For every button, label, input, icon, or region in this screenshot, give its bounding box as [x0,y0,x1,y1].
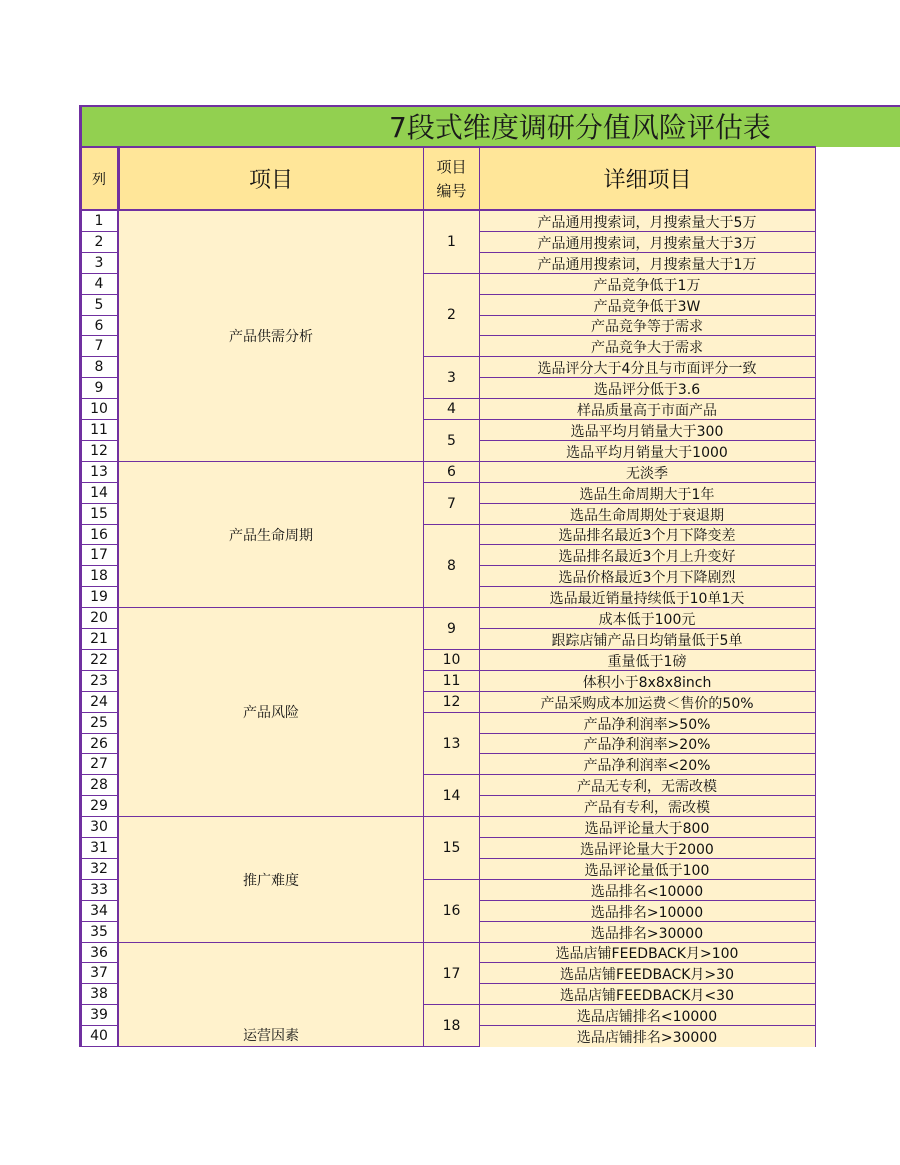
row-number: 36 [80,942,118,963]
row-number: 22 [80,649,118,671]
row-number: 17 [80,544,118,566]
detail-item: 产品通用搜索词，月搜索量大于1万 [479,252,816,274]
row-number: 23 [80,670,118,692]
row-number: 32 [80,858,118,880]
header-row-number: 列 [80,147,118,210]
left-border [79,105,82,1047]
row-number: 39 [80,1004,118,1026]
detail-item: 产品通用搜索词，月搜索量大于5万 [479,210,816,232]
row-number: 13 [80,461,118,483]
detail-item: 选品排名>10000 [479,900,816,922]
row-number: 12 [80,440,118,462]
header-project-number [423,147,480,210]
detail-item: 选品评论量大于2000 [479,837,816,859]
detail-item: 成本低于100元 [479,607,816,629]
detail-item: 选品店铺FEEDBACK月<30 [479,983,816,1005]
item-number-cell: 4 [423,398,480,420]
row-number: 15 [80,503,118,525]
item-number-cell: 15 [423,816,480,880]
row-number: 8 [80,356,118,378]
detail-item: 选品评论量低于100 [479,858,816,880]
detail-item: 选品评论量大于800 [479,816,816,838]
detail-item: 产品净利润率>50% [479,712,816,734]
detail-item: 选品店铺FEEDBACK月>30 [479,962,816,984]
item-number-cell: 6 [423,461,480,483]
header-project: 项目 [118,147,424,210]
category-cell: 产品供需分析 [118,210,424,462]
item-number-cell: 16 [423,879,480,943]
detail-item: 选品价格最近3个月下降剧烈 [479,565,816,587]
item-number-cell: 11 [423,670,480,692]
row-number: 1 [80,210,118,232]
item-number-cell: 12 [423,691,480,713]
item-number-cell: 7 [423,482,480,525]
detail-item: 跟踪店铺产品日均销量低于5单 [479,628,816,650]
item-number-cell: 3 [423,356,480,399]
row-number: 37 [80,962,118,984]
row-number: 33 [80,879,118,901]
item-number-cell: 18 [423,1004,480,1047]
row-number: 30 [80,816,118,838]
detail-item: 产品有专利，需改模 [479,795,816,817]
header-border [117,146,120,210]
row-number: 34 [80,900,118,922]
detail-item: 产品采购成本加运费＜售价的50% [479,691,816,713]
row-number: 7 [80,335,118,357]
category-cell: 推广难度 [118,816,424,943]
column-border [117,210,119,1047]
row-number: 38 [80,983,118,1005]
detail-item: 产品竞争大于需求 [479,335,816,357]
detail-item: 选品排名<10000 [479,879,816,901]
detail-item: 产品净利润率>20% [479,733,816,754]
item-number-cell: 5 [423,419,480,462]
item-number-cell: 17 [423,942,480,1005]
row-number: 40 [80,1025,118,1047]
row-number: 19 [80,586,118,608]
item-number-cell: 14 [423,774,480,817]
detail-item: 选品评分低于3.6 [479,377,816,399]
row-number: 25 [80,712,118,734]
row-number: 28 [80,774,118,796]
detail-item: 产品无专利，无需改模 [479,774,816,796]
row-number: 35 [80,921,118,943]
row-number: 26 [80,733,118,754]
row-number: 10 [80,398,118,420]
detail-item: 选品店铺排名>30000 [479,1025,816,1047]
detail-item: 选品排名>30000 [479,921,816,943]
row-number: 16 [80,524,118,545]
item-number-cell: 10 [423,649,480,671]
detail-item: 无淡季 [479,461,816,483]
detail-item: 选品生命周期大于1年 [479,482,816,504]
detail-item: 产品净利润率<20% [479,753,816,775]
sheet-title: 7段式维度调研分值风险评估表 [389,111,771,144]
category-cell: 产品生命周期 [118,461,424,608]
detail-item: 选品最近销量持续低于10单1天 [479,586,816,608]
header-project-number-line2: 编号 [436,181,467,200]
row-number: 3 [80,252,118,274]
item-number-cell: 8 [423,524,480,608]
item-number-cell: 1 [423,210,480,274]
row-number: 4 [80,273,118,295]
row-number: 20 [80,607,118,629]
row-number: 31 [80,837,118,859]
item-number-cell: 9 [423,607,480,650]
row-number: 6 [80,315,118,336]
detail-item: 产品通用搜索词，月搜索量大于3万 [479,231,816,253]
item-number-cell: 13 [423,712,480,775]
row-number: 2 [80,231,118,253]
header-project-number-line1: 项目 [436,157,467,176]
row-number: 14 [80,482,118,504]
detail-item: 选品平均月销量大于300 [479,419,816,441]
detail-item: 重量低于1磅 [479,649,816,671]
detail-item: 样品质量高于市面产品 [479,398,816,420]
detail-item: 选品店铺排名<10000 [479,1004,816,1026]
header-details: 详细项目 [479,147,816,210]
category-cell: 产品风险 [118,607,424,817]
detail-item: 体积小于8x8x8inch [479,670,816,692]
category-cell: 运营因素 [118,942,424,1047]
row-number: 24 [80,691,118,713]
detail-item: 选品排名最近3个月上升变好 [479,544,816,566]
row-number: 29 [80,795,118,817]
row-number: 11 [80,419,118,441]
row-number: 5 [80,294,118,316]
detail-item: 选品店铺FEEDBACK月>100 [479,942,816,963]
row-number: 27 [80,753,118,775]
detail-item: 产品竞争低于1万 [479,273,816,295]
detail-item: 选品生命周期处于衰退期 [479,503,816,525]
detail-item: 选品排名最近3个月下降变差 [479,524,816,545]
row-number: 18 [80,565,118,587]
detail-item: 产品竞争低于3W [479,294,816,316]
detail-item: 产品竞争等于需求 [479,315,816,336]
item-number-cell: 2 [423,273,480,357]
detail-item: 选品评分大于4分且与市面评分一致 [479,356,816,378]
row-number: 21 [80,628,118,650]
detail-item: 选品平均月销量大于1000 [479,440,816,462]
row-number: 9 [80,377,118,399]
